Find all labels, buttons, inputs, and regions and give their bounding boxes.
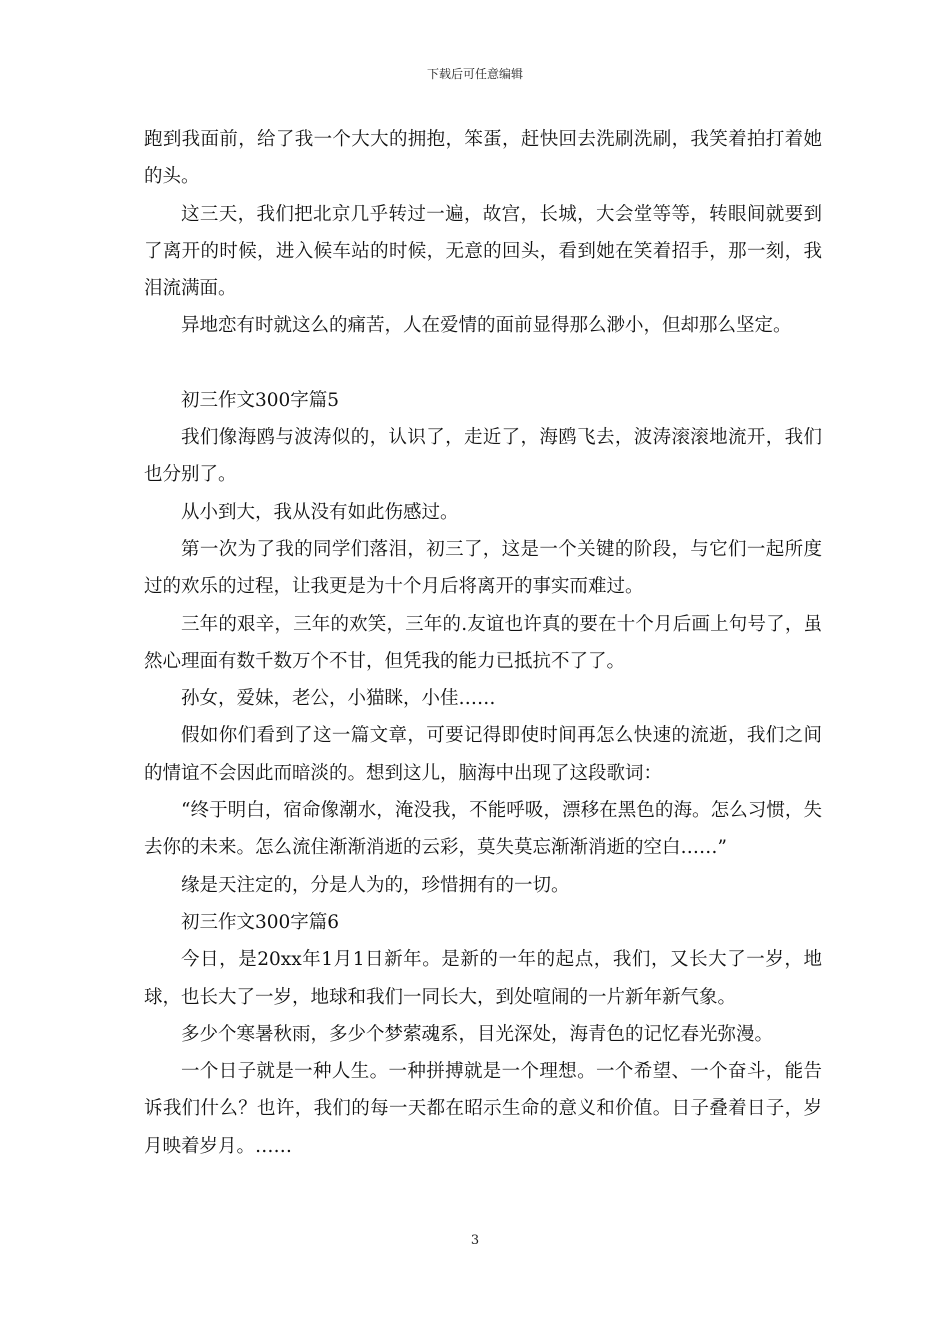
page-header: 下载后可任意编辑 [426, 67, 523, 81]
section-heading: 初三作文300字篇5 [181, 389, 340, 411]
paragraph: 今日，是20xx年1月1日新年。是新的一年的起点，我们，又长大了一岁，地球，也长大了一岁，地球和我们一同长大，到处喧闹的一片新年新气象。 [144, 949, 822, 1008]
paragraph: 孙女，爱妹，老公，小猫眯，小佳…… [181, 688, 496, 710]
paragraph: 三年的艰辛，三年的欢笑，三年的.友谊也许真的要在十个月后画上句号了，虽然心理面有数千数万个不甘，但凭我的能力已抵抗不了了。 [144, 613, 822, 672]
paragraph: 跑到我面前，给了我一个大大的拥抱，笨蛋，赶快回去洗刷洗刷，我笑着拍打着她的头。 [144, 129, 822, 188]
paragraph: 假如你们看到了这一篇文章，可要记得即使时间再怎么快速的流逝，我们之间的情谊不会因此而暗淡的。想到这儿，脑海中出现了这段歌词： [144, 725, 822, 784]
paragraph: 这三天，我们把北京几乎转过一遍，故宫，长城，大会堂等等，转眼间就要到了离开的时候，进入候车站的时候，无意的回头，看到她在笑着招手，那一刻，我泪流满面。 [144, 203, 822, 300]
paragraph: 缘是天注定的，分是人为的，珍惜拥有的一切。 [181, 874, 570, 896]
quoted-lyrics: “终于明白，宿命像潮水，淹没我，不能呼吸，漂移在黑色的海。怎么习惯，失去你的未来。怎么流住渐渐消逝的云彩，莫失莫忘渐渐消逝的空白……” [144, 800, 822, 859]
paragraph: 从小到大，我从没有如此伤感过。 [181, 501, 459, 523]
page-number: 3 [470, 1233, 480, 1248]
document-body [144, 121, 822, 1165]
paragraph: 第一次为了我的同学们落泪，初三了，这是一个关键的阶段，与它们一起所度过的欢乐的过程，让我更是为十个月后将离开的事实而难过。 [144, 538, 822, 598]
paragraph: 我们像海鸥与波涛似的，认识了，走近了，海鸥飞去，波涛滚滚地流开，我们也分别了。 [144, 427, 822, 486]
section-heading: 初三作文300字篇6 [181, 911, 340, 933]
paragraph: 多少个寒暑秋雨，多少个梦萦魂系，目光深处，海青色的记忆春光弥漫。 [181, 1023, 774, 1045]
paragraph: 异地恋有时就这么的痛苦，人在爱情的面前显得那么渺小，但却那么坚定。 [181, 315, 792, 337]
paragraph: 一个日子就是一种人生。一种拼搏就是一个理想。一个希望、一个奋斗，能告诉我们什么？也许，我们的每一天都在昭示生命的意义和价值。日子叠着日子，岁月映着岁月。…… [144, 1061, 822, 1157]
section-gap [144, 345, 822, 382]
